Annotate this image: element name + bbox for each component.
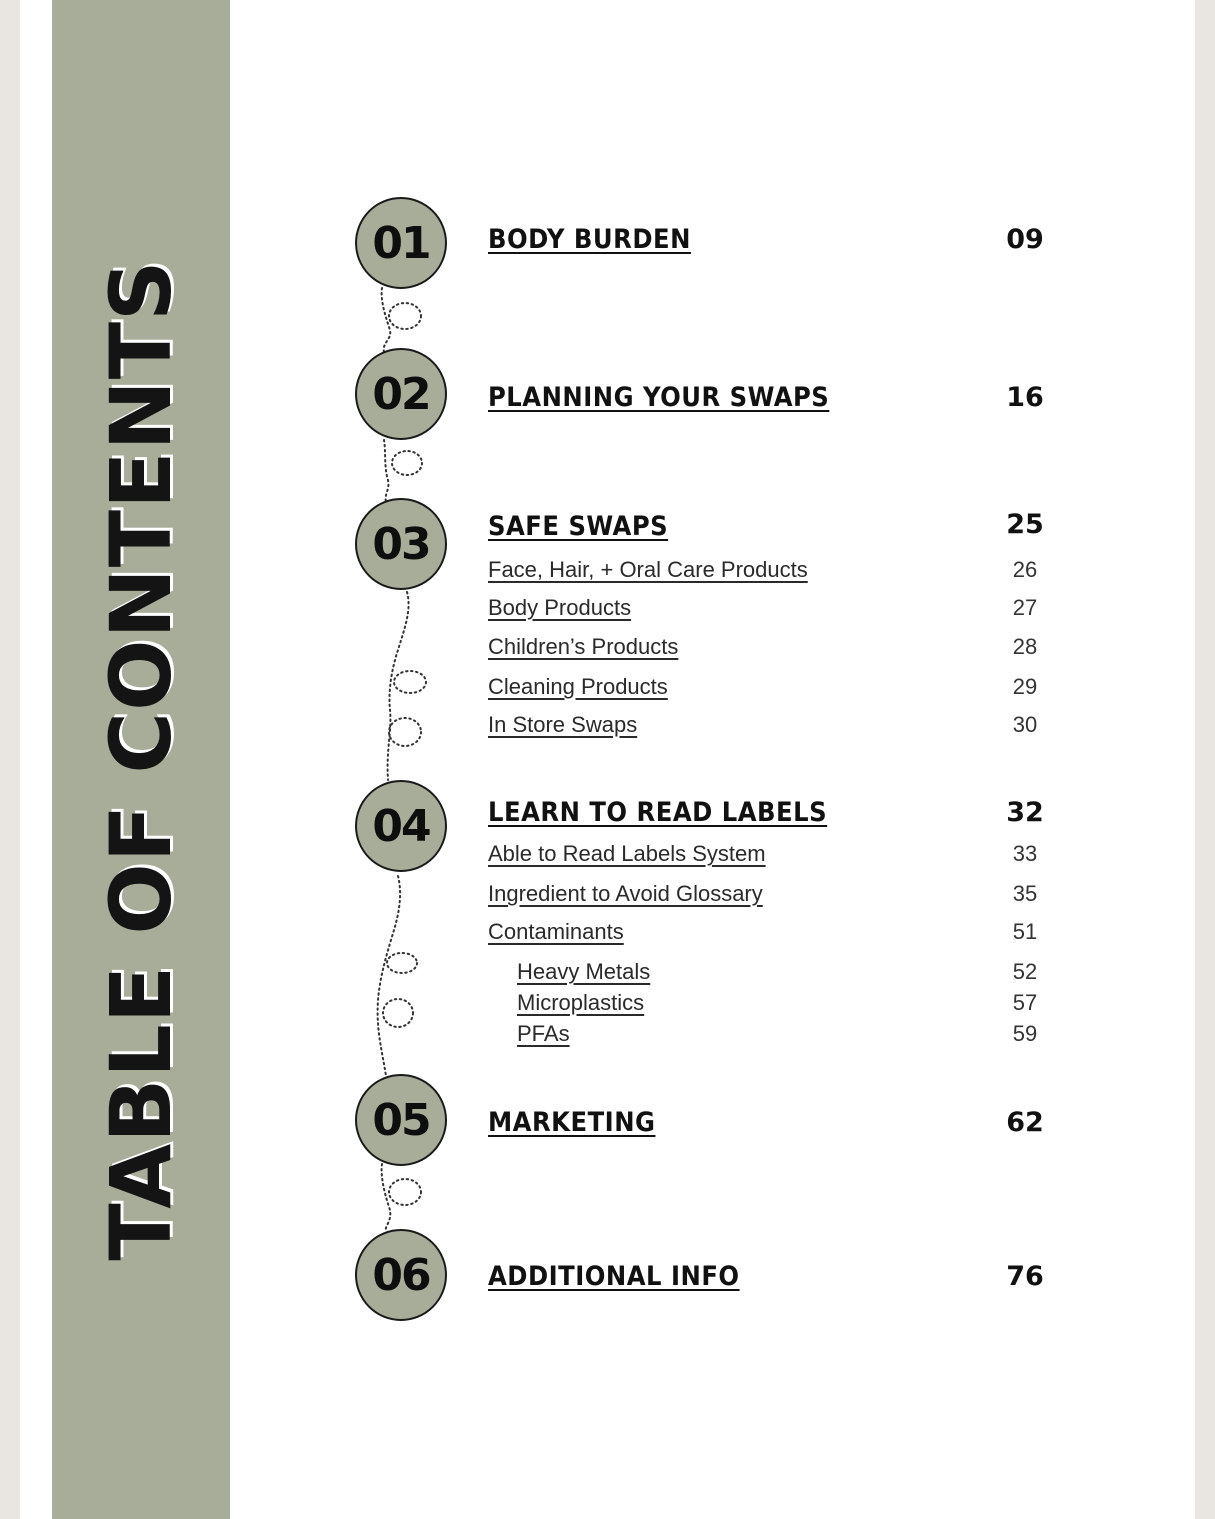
toc-item-page: 33 [1012,841,1038,866]
section-number-05: 05 [355,1074,447,1166]
section-heading-planning[interactable]: PLANNING YOUR SWAPS [488,382,830,413]
toc-item-page: 57 [1012,990,1038,1015]
toc-item-page: 59 [1012,1021,1038,1046]
section-heading-body-burden[interactable]: BODY BURDEN [488,224,691,255]
toc-item-page: 28 [1012,634,1038,659]
toc-item-page: 52 [1012,959,1038,984]
section-heading-safe-swaps[interactable]: SAFE SWAPS [488,511,669,542]
toc-item-labels-system[interactable]: Able to Read Labels System [488,841,766,866]
toc-item-in-store-swaps[interactable]: In Store Swaps [488,712,638,737]
section-heading-marketing[interactable]: MARKETING [488,1107,656,1138]
section-page-01: 09 [1006,224,1044,255]
section-number-01: 01 [355,197,447,289]
section-page-05: 62 [1006,1107,1044,1138]
section-number-03: 03 [355,498,447,590]
toc-item-avoid-glossary[interactable]: Ingredient to Avoid Glossary [488,881,763,906]
toc-item-page: 51 [1012,919,1038,944]
toc-item-contaminants[interactable]: Contaminants [488,919,624,944]
toc-item-childrens-products[interactable]: Children’s Products [488,634,679,659]
page-title: TABLE OF CONTENTS [92,259,190,1261]
section-page-04: 32 [1006,797,1044,828]
section-heading-additional-info[interactable]: ADDITIONAL INFO [488,1261,740,1292]
section-page-03: 25 [1006,509,1044,540]
section-heading-read-labels[interactable]: LEARN TO READ LABELS [488,797,828,828]
section-number-06: 06 [355,1229,447,1321]
toc-item-face-hair-oral[interactable]: Face, Hair, + Oral Care Products [488,557,808,582]
toc-item-microplastics[interactable]: Microplastics [517,990,645,1015]
toc-item-page: 26 [1012,557,1038,582]
toc-item-cleaning-products[interactable]: Cleaning Products [488,674,668,699]
toc-item-heavy-metals[interactable]: Heavy Metals [517,959,651,984]
section-number-02: 02 [355,348,447,440]
section-number-04: 04 [355,780,447,872]
toc-item-page: 30 [1012,712,1038,737]
toc-item-page: 29 [1012,674,1038,699]
section-page-06: 76 [1006,1261,1044,1292]
toc-item-body-products[interactable]: Body Products [488,595,632,620]
toc-item-pfas[interactable]: PFAs [517,1021,570,1046]
section-page-02: 16 [1006,382,1044,413]
toc-item-page: 27 [1012,595,1038,620]
toc-item-page: 35 [1012,881,1038,906]
